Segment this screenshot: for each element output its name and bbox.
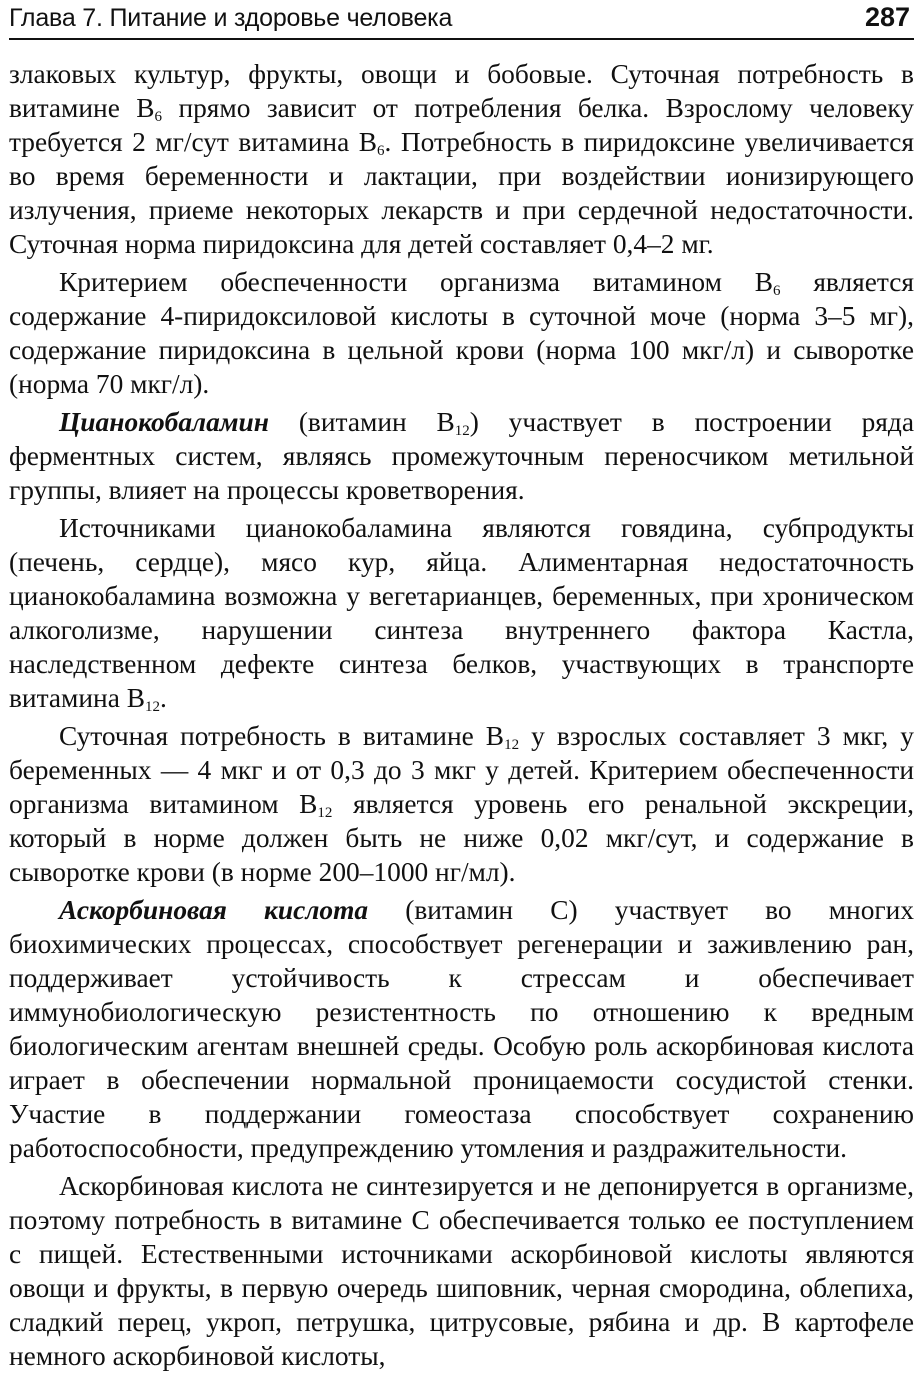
paragraph-6: Аскорбиновая кислота (витамин С) участвует во многих биохимических процессах, способствует регенерации и заживлению ран, поддерживает устойчивость к стрессам и обеспечивает иммунобиологическую резистентность по отношению к вредным биологическим агентам внешней среды. Особую роль аскорбиновая кислота играет в обеспечении нормальной проницаемости сосудистой стенки. Участие в поддержании гомеостаза способствует сохранению работоспособности, предупреждению утомления и раздражительности.	[9, 895, 914, 1163]
body-text	[9, 57, 914, 1373]
paragraph-3: Цианокобаламин (витамин $В_{12}$) участвует в построении ряда ферментных систем, являясь промежуточным переносчиком метильной группы, влияет на процессы кроветворения.	[9, 407, 914, 505]
paragraph-1: злаковых культур, фрукты, овощи и бобовые. Суточная потребность в витамине $В_6$ прямо зависит от потребления белка. Взрослому человеку требуется 2 мг/сут витамина $В_6$. Потребность в пиридоксине увеличивается во время беременности и лактации, при воздействии ионизирующего излучения, приеме некоторых лекарств и при сердечной недостаточности. Суточная норма пиридоксина для детей составляет 0,4–2 мг.	[9, 59, 915, 259]
term-ascorbic-acid: Аскорбиновая кислота	[59, 895, 369, 925]
page-number: 287	[864, 2, 910, 32]
paragraph-5: Суточная потребность в витамине $В_{12}$ у взрослых составляет 3 мкг, у беременных — 4 мкг и от 0,3 до 3 мкг у детей. Критерием обеспеченности организма витамином $В_{12}$ является уровень его ренальной экскреции, который в норме должен быть не ниже 0,02 мкг/сут, и содержание в сыворотке крови (в норме 200–1000 нг/мл).	[9, 721, 914, 887]
running-head	[9, 0, 914, 40]
paragraph-2: Критерием обеспеченности организма витамином $В_6$ является содержание 4-пиридоксиловой кислоты в суточной моче (норма 3–5 мг), содержание пиридоксина в цельной крови (норма 100 мкг/л) и сыворотке (норма 70 мкг/л).	[9, 267, 914, 399]
term-cyanocobalamin: Цианокобаламин	[59, 407, 269, 437]
paragraph-4: Источниками цианокобаламина являются говядина, субпродукты (печень, сердце), мясо кур, яйца. Алиментарная недостаточность цианокобаламина возможна у вегетарианцев, беременных, при хроническом алкоголизме, нарушении синтеза внутреннего фактора Кастла, наследственном дефекте синтеза белков, участвующих в транспорте витамина $В_{12}$.	[9, 513, 914, 715]
chapter-title: Глава 7. Питание и здоровье человека	[9, 4, 453, 32]
paragraph-7: Аскорбиновая кислота не синтезируется и не депонируется в организме, поэтому потребность в витамине С обеспечивается только ее поступлением с пищей. Естественными источниками аскорбиновой кислоты являются овощи и фрукты, в первую очередь шиповник, черная смородина, облепиха, сладкий перец, укроп, петрушка, цитрусовые, рябина и др. В картофеле немного аскорбиновой кислоты,	[9, 1171, 914, 1371]
